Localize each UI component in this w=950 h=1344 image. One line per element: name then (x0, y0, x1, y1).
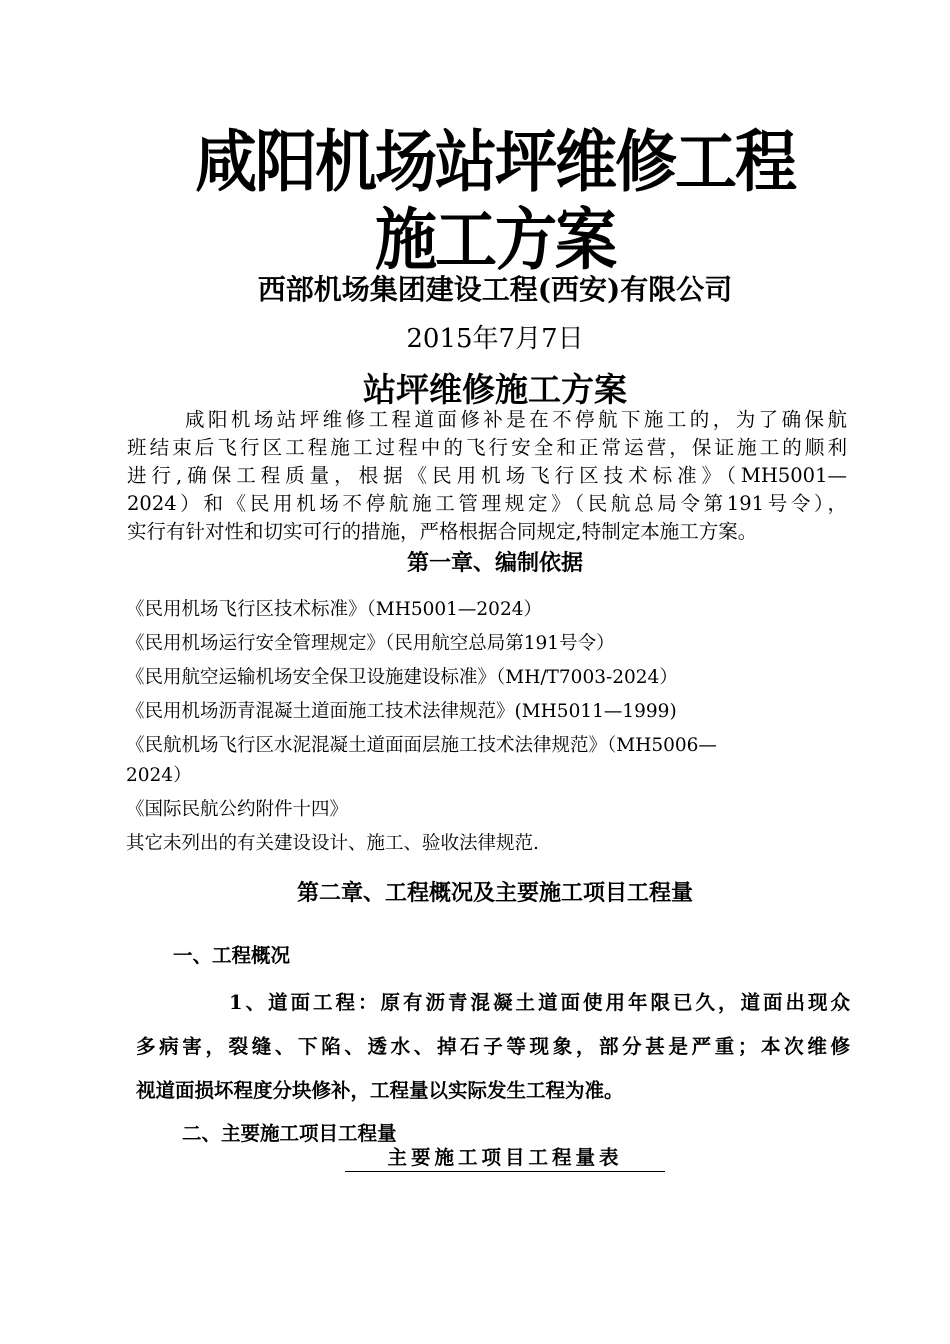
section2-heading: 二、主要施工项目工程量 (182, 1122, 397, 1145)
section1-line: 视道面损坏程度分块修补，工程量以实际发生工程为准。 (136, 1079, 624, 1102)
section1-body (136, 981, 850, 1113)
cover-title-line1: 咸阳机场站坪维修工程 (194, 122, 795, 202)
chapter1-heading: 第一章、编制依据 (406, 550, 583, 576)
intro-line: 实行有针对性和切实可行的措施，严格根据合同规定,特制定本施工方案。 (127, 520, 758, 543)
reference-list (126, 596, 846, 864)
intro-line: 进行,确保工程质量，根据《民用机场飞行区技术标准》（MH5001— (127, 464, 847, 487)
section1-line: 多病害，裂缝、下陷、透水、掉石子等现象，部分甚是严重；本次维修 (136, 1035, 850, 1058)
section1-heading: 一、工程概况 (173, 944, 291, 967)
table-title: 主要施工项目工程量表 (345, 1142, 665, 1172)
intro-line: 咸阳机场站坪维修工程道面修补是在不停航下施工的，为了确保航 (185, 408, 847, 431)
intro-line: 2024）和《民用机场不停航施工管理规定》（民航总局令第191号令）， (127, 492, 847, 515)
reference-item: 《国际民航公约附件十四》 (126, 799, 349, 820)
reference-item: 《民用机场沥青混凝土道面施工技术法律规范》(MH5011—1999) (126, 701, 677, 722)
reference-item: 其它未列出的有关建设设计、施工、验收法律规范. (126, 833, 539, 854)
company-name: 西部机场集团建设工程(西安)有限公司 (257, 273, 733, 306)
reference-item-continuation: 2024） (126, 765, 192, 786)
reference-item: 《民用机场飞行区技术标准》（MH5001—2024） (126, 599, 542, 620)
chapter2-heading: 第二章、工程概况及主要施工项目工程量 (296, 880, 693, 906)
document-date: 2015年7月7日 (406, 324, 584, 354)
reference-item: 《民航机场飞行区水泥混凝土道面面层施工技术法律规范》（MH5006— (126, 735, 717, 756)
document-title: 站坪维修施工方案 (363, 370, 627, 409)
reference-item: 《民用航空运输机场安全保卫设施建设标准》（MH/T7003-2024） (126, 667, 678, 688)
reference-item: 《民用机场运行安全管理规定》（民用航空总局第191号令） (126, 633, 615, 654)
section1-line: 1、道面工程：原有沥青混凝土道面使用年限已久，道面出现众 (229, 991, 850, 1014)
cover-title-line2: 施工方案 (374, 200, 615, 280)
intro-line: 班结束后飞行区工程施工过程中的飞行安全和正常运营，保证施工的顺利 (127, 436, 847, 459)
intro-paragraph (127, 406, 847, 546)
